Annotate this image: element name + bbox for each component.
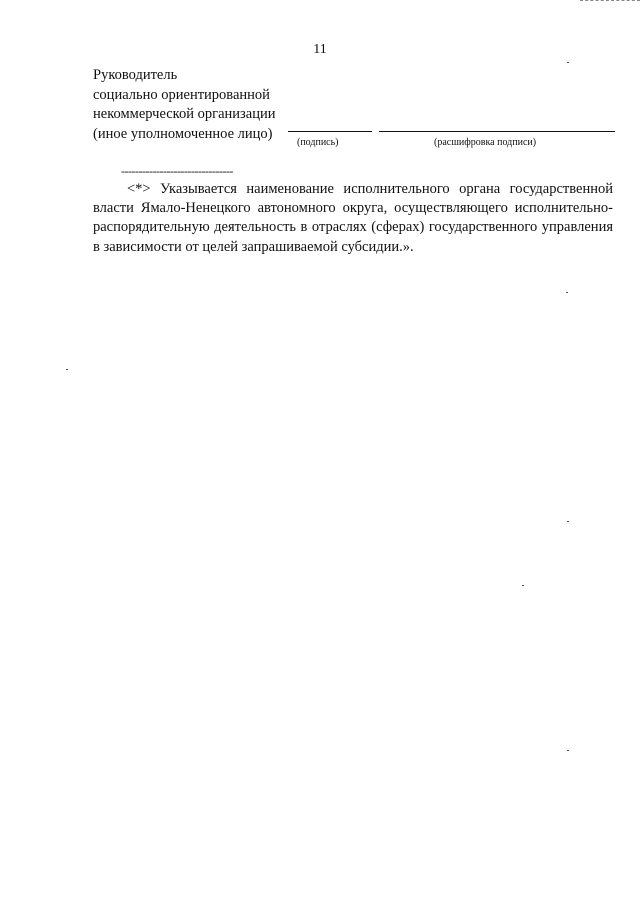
scan-edge-mark [580, 0, 640, 3]
signature-underline [288, 131, 372, 132]
scan-speck [566, 292, 568, 293]
signatory-line-2: социально ориентированной [93, 86, 270, 103]
scan-speck [567, 521, 569, 522]
signatory-line-1: Руководитель [93, 67, 178, 83]
signature-caption: (подпись) [297, 137, 339, 148]
signatory-block [93, 66, 275, 144]
footnote-separator: -------------------------------- [121, 164, 233, 178]
scan-speck [567, 62, 569, 63]
signatory-line-4: (иное уполномоченное лицо) [93, 125, 273, 142]
page-number: 11 [313, 42, 327, 57]
scan-speck [66, 369, 68, 370]
footnote-text: <*> Указывается наименование исполнительного органа государственной власти Ямало-Ненецкого автономного округа, осуществляющего исполнительно-распорядительную деятельность в отраслях (сферах) государственного управления в зависимости от целей запрашиваемой субсидии.». [93, 181, 613, 255]
scan-speck [567, 750, 569, 751]
signature-decode-caption: (расшифровка подписи) [434, 137, 537, 148]
signatory-line-3: некоммерческой организации [93, 106, 276, 122]
signature-decode-underline [379, 131, 615, 132]
scan-speck [522, 585, 524, 586]
